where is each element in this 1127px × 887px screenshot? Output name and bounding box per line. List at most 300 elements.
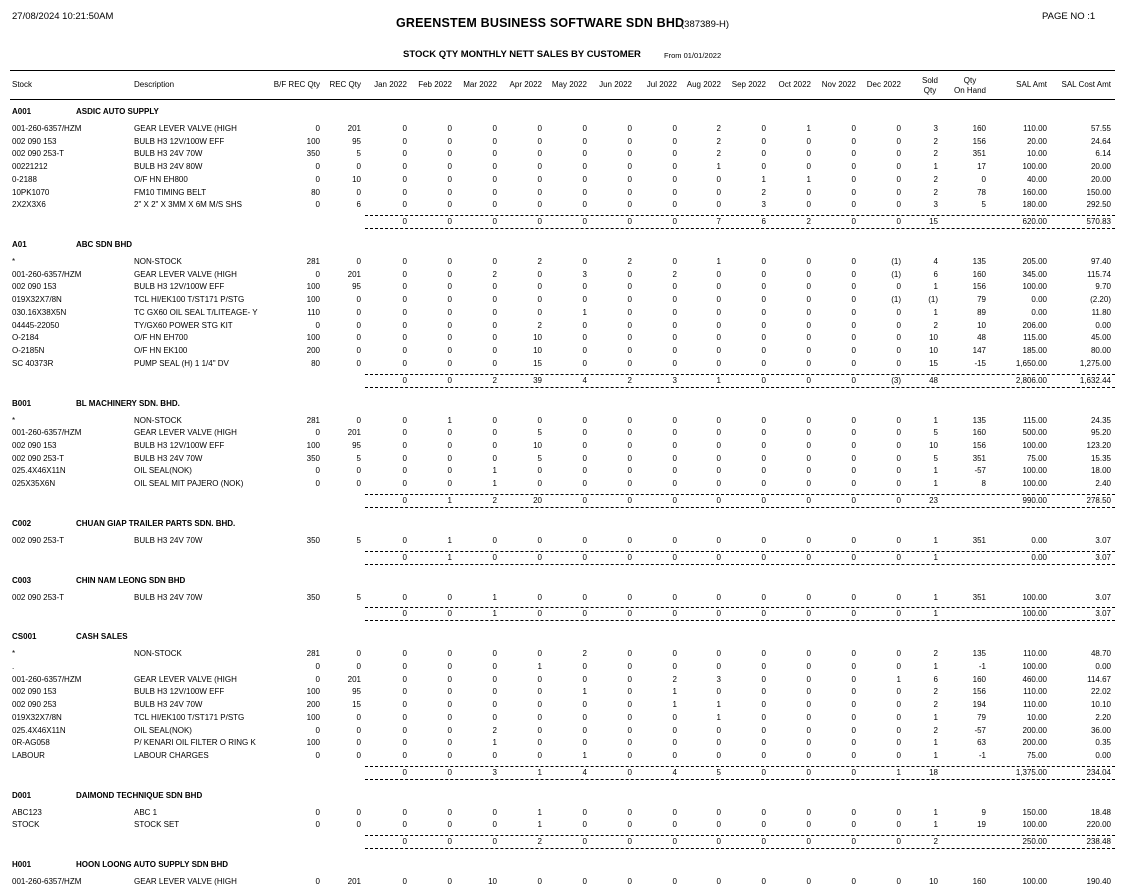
cell-dec: 0	[896, 149, 901, 159]
cell-oct: 0	[806, 428, 811, 438]
cell-jun: 2	[627, 257, 632, 267]
cell-dec: 0	[896, 592, 901, 602]
cell-aug: 0	[716, 820, 721, 830]
cell-apr: 0	[537, 479, 542, 489]
cell-aug: 0	[716, 174, 721, 184]
cell-bf-rec-qty: 0	[315, 479, 320, 489]
cell-oct: 0	[806, 479, 811, 489]
cell-aug: 0	[716, 346, 721, 356]
cell-may: 0	[582, 725, 587, 735]
subtotal-feb: 0	[447, 375, 452, 385]
cell-sep: 0	[761, 257, 766, 267]
cell-dec: 0	[896, 649, 901, 659]
cell-may: 0	[582, 187, 587, 197]
subtotal-jan: 0	[402, 495, 407, 505]
subtotal-sold-qty: 1	[933, 609, 938, 619]
cell-jun: 0	[627, 333, 632, 343]
cell-dec: 0	[896, 136, 901, 146]
cell-oct: 0	[806, 674, 811, 684]
cell-jul: 0	[672, 282, 677, 292]
cell-may: 0	[582, 200, 587, 210]
cell-sal-cost-amt: 115.74	[1087, 269, 1111, 279]
cell-jul: 0	[672, 877, 677, 887]
cell-rec-qty: 0	[356, 187, 361, 197]
subtotal-sal-amt: 100.00	[1022, 609, 1047, 619]
cell-aug: 0	[716, 453, 721, 463]
cell-jul: 0	[672, 807, 677, 817]
cell-nov: 0	[851, 415, 856, 425]
cell-jan: 0	[402, 358, 407, 368]
cell-aug: 0	[716, 320, 721, 330]
cell-oct: 0	[806, 687, 811, 697]
cell-feb: 0	[447, 877, 452, 887]
cell-description: 2" X 2" X 3MM X 6M M/S SHS	[134, 200, 242, 210]
cell-stock: 002 090 153	[12, 136, 57, 146]
cell-sold-qty: 1	[933, 307, 938, 317]
subtotal-mar: 0	[492, 552, 497, 562]
cell-jun: 0	[627, 712, 632, 722]
cell-nov: 0	[851, 295, 856, 305]
cell-qty-on-hand: 89	[977, 307, 986, 317]
cell-qty-on-hand: 194	[972, 700, 986, 710]
cell-jul: 0	[672, 162, 677, 172]
cell-dec: 0	[896, 738, 901, 748]
cell-jan: 0	[402, 687, 407, 697]
cell-qty-on-hand: -15	[974, 358, 986, 368]
cell-dec: 0	[896, 282, 901, 292]
cell-description: BULB H3 24V 70W	[134, 700, 203, 710]
cell-mar: 0	[492, 149, 497, 159]
cell-jul: 0	[672, 415, 677, 425]
cell-description: BULB H3 24V 70W	[134, 149, 203, 159]
cell-may: 0	[582, 700, 587, 710]
cell-feb: 0	[447, 662, 452, 671]
cell-description: GEAR LEVER VALVE (HIGH	[134, 674, 237, 684]
cell-may: 0	[582, 479, 587, 489]
subtotal-oct: 2	[806, 217, 811, 227]
subtotal-apr: 0	[537, 552, 542, 562]
cell-jun: 0	[627, 687, 632, 697]
cell-nov: 0	[851, 535, 856, 545]
cell-jan: 0	[402, 712, 407, 722]
cell-sold-qty: 15	[929, 358, 938, 368]
subtotal-sep: 0	[761, 375, 766, 385]
cell-stock: 001-260-6357/HZM	[12, 269, 82, 279]
cell-sal-amt: 206.00	[1022, 320, 1047, 330]
subtotal-mar: 2	[492, 495, 497, 505]
cell-sal-cost-amt: 97.40	[1090, 257, 1111, 267]
cell-sold-qty: 1	[933, 751, 938, 761]
cell-nov: 0	[851, 712, 856, 722]
cell-bf-rec-qty: 100	[306, 687, 320, 697]
customer-code: H001	[12, 860, 32, 870]
cell-bf-rec-qty: 281	[306, 257, 320, 267]
cell-sep: 0	[761, 428, 766, 438]
cell-oct: 0	[806, 877, 811, 887]
cell-stock: 001-260-6357/HZM	[12, 674, 82, 684]
cell-qty-on-hand: 135	[972, 257, 986, 267]
subtotal-may: 0	[582, 495, 587, 505]
subtotal-aug: 5	[716, 767, 721, 777]
cell-jan: 0	[402, 535, 407, 545]
cell-sold-qty: 1	[933, 466, 938, 476]
cell-nov: 0	[851, 738, 856, 748]
cell-sold-qty: 1	[933, 282, 938, 292]
cell-mar: 0	[492, 712, 497, 722]
cell-sep: 0	[761, 820, 766, 830]
cell-qty-on-hand: 19	[977, 820, 986, 830]
cell-nov: 0	[851, 649, 856, 659]
cell-may: 0	[582, 257, 587, 267]
subtotal-feb: 0	[447, 837, 452, 847]
subtotal-rule	[365, 551, 1115, 565]
cell-sal-cost-amt: 18.48	[1090, 807, 1111, 817]
cell-jul: 0	[672, 124, 677, 133]
cell-stock: 10PK1070	[12, 187, 50, 197]
cell-stock: 001-260-6357/HZM	[12, 428, 82, 438]
cell-rec-qty: 0	[356, 333, 361, 343]
cell-aug: 0	[716, 200, 721, 210]
subtotal-feb: 0	[447, 609, 452, 619]
cell-rec-qty: 0	[356, 257, 361, 267]
cell-sep: 1	[761, 174, 766, 184]
subtotal-jan: 0	[402, 217, 407, 227]
cell-dec: 0	[896, 751, 901, 761]
cell-may: 0	[582, 807, 587, 817]
customer-name: ASDIC AUTO SUPPLY	[76, 107, 159, 116]
col-header-nov: Nov 2022	[821, 80, 856, 89]
cell-nov: 0	[851, 346, 856, 356]
cell-may: 0	[582, 535, 587, 545]
subtotal-sal-amt: 620.00	[1022, 217, 1047, 227]
cell-jun: 0	[627, 453, 632, 463]
cell-feb: 0	[447, 674, 452, 684]
cell-oct: 0	[806, 187, 811, 197]
cell-sep: 0	[761, 535, 766, 545]
cell-sold-qty: 2	[933, 725, 938, 735]
subtotal-sep: 0	[761, 495, 766, 505]
cell-qty-on-hand: 79	[977, 295, 986, 305]
cell-jul: 2	[672, 269, 677, 279]
cell-jul: 1	[672, 687, 677, 697]
cell-aug: 0	[716, 592, 721, 602]
cell-mar: 1	[492, 479, 497, 489]
cell-sal-cost-amt: 18.00	[1090, 466, 1111, 476]
cell-bf-rec-qty: 100	[306, 333, 320, 343]
cell-dec: (1)	[891, 257, 901, 267]
cell-sold-qty: 1	[933, 535, 938, 545]
cell-sold-qty: 1	[933, 807, 938, 817]
cell-stock: 002 090 253-T	[12, 453, 65, 463]
cell-sal-cost-amt: 22.02	[1090, 687, 1111, 697]
cell-description: O/F HN EH700	[134, 333, 188, 343]
cell-may: 0	[582, 466, 587, 476]
subtotal-rule	[365, 835, 1115, 849]
cell-mar: 0	[492, 295, 497, 305]
cell-jun: 0	[627, 307, 632, 317]
cell-oct: 0	[806, 162, 811, 172]
cell-sold-qty: 2	[933, 136, 938, 146]
cell-may: 0	[582, 662, 587, 671]
subtotal-apr: 39	[533, 375, 542, 385]
cell-description: STOCK SET	[134, 820, 180, 830]
cell-stock: 025.4X46X11N	[12, 466, 66, 476]
cell-sal-cost-amt: 36.00	[1090, 725, 1111, 735]
cell-mar: 0	[492, 358, 497, 368]
cell-stock: 00221212	[12, 162, 48, 172]
cell-mar: 0	[492, 807, 497, 817]
cell-sal-amt: 75.00	[1026, 453, 1047, 463]
cell-jul: 0	[672, 479, 677, 489]
cell-sal-cost-amt: 3.07	[1095, 535, 1111, 545]
subtotal-oct: 0	[806, 375, 811, 385]
cell-sep: 0	[761, 346, 766, 356]
cell-sal-amt: 205.00	[1022, 257, 1047, 267]
cell-jan: 0	[402, 346, 407, 356]
cell-jun: 0	[627, 820, 632, 830]
cell-rec-qty: 5	[356, 535, 361, 545]
cell-may: 0	[582, 149, 587, 159]
cell-mar: 1	[492, 466, 497, 476]
col-header-stock: Stock	[12, 80, 33, 89]
cell-sep: 0	[761, 453, 766, 463]
cell-may: 0	[582, 282, 587, 292]
cell-qty-on-hand: 156	[972, 136, 986, 146]
cell-nov: 0	[851, 479, 856, 489]
cell-mar: 0	[492, 200, 497, 210]
cell-description: BULB H3 24V 70W	[134, 453, 203, 463]
cell-aug: 0	[716, 751, 721, 761]
cell-description: TCL HI/EK100 T/ST171 P/STG	[134, 295, 245, 305]
cell-description: NON-STOCK	[134, 415, 182, 425]
cell-qty-on-hand: 147	[972, 346, 986, 356]
customer-name: BL MACHINERY SDN. BHD.	[76, 398, 180, 408]
subtotal-mar: 0	[492, 837, 497, 847]
cell-oct: 0	[806, 346, 811, 356]
cell-sal-cost-amt: 10.10	[1090, 700, 1111, 710]
cell-aug: 2	[716, 149, 721, 159]
subtotal-may: 4	[582, 767, 587, 777]
cell-qty-on-hand: 17	[977, 162, 986, 172]
subtotal-sold-qty: 15	[929, 217, 938, 227]
cell-jun: 0	[627, 725, 632, 735]
subtotal-oct: 0	[806, 767, 811, 777]
cell-bf-rec-qty: 281	[306, 649, 320, 659]
subtotal-jan: 0	[402, 375, 407, 385]
subtotal-oct: 0	[806, 609, 811, 619]
cell-rec-qty: 0	[356, 415, 361, 425]
cell-rec-qty: 0	[356, 358, 361, 368]
cell-sep: 0	[761, 440, 766, 450]
cell-rec-qty: 201	[347, 269, 361, 279]
cell-bf-rec-qty: 100	[306, 738, 320, 748]
cell-aug: 0	[716, 358, 721, 368]
cell-jan: 0	[402, 320, 407, 330]
subtotal-oct: 0	[806, 552, 811, 562]
subtotal-apr: 1	[537, 767, 542, 777]
subtotal-jun: 0	[627, 495, 632, 505]
subtotal-nov: 0	[851, 552, 856, 562]
cell-may: 0	[582, 333, 587, 343]
subtotal-apr: 0	[537, 217, 542, 227]
subtotal-sold-qty: 2	[933, 837, 938, 847]
cell-sal-amt: 180.00	[1022, 200, 1047, 210]
cell-rec-qty: 0	[356, 662, 361, 671]
cell-sal-cost-amt: 15.35	[1090, 453, 1111, 463]
col-header-feb: Feb 2022	[418, 80, 452, 89]
cell-jun: 0	[627, 295, 632, 305]
cell-stock: *	[12, 257, 16, 267]
cell-aug: 0	[716, 662, 721, 671]
cell-description: NON-STOCK	[134, 257, 182, 267]
cell-stock: 0R-AG058	[12, 738, 50, 748]
cell-jul: 0	[672, 649, 677, 659]
subtotal-oct: 0	[806, 495, 811, 505]
cell-jan: 0	[402, 162, 407, 172]
customer-code: C002	[12, 518, 32, 528]
cell-description: OIL SEAL MIT PAJERO (NOK)	[134, 479, 244, 489]
cell-qty-on-hand: 79	[977, 712, 986, 722]
subtotal-jul: 0	[672, 837, 677, 847]
subtotal-rule	[365, 766, 1115, 780]
cell-mar: 0	[492, 440, 497, 450]
cell-rec-qty: 5	[356, 149, 361, 159]
cell-rec-qty: 6	[356, 200, 361, 210]
cell-feb: 0	[447, 346, 452, 356]
cell-rec-qty: 95	[352, 136, 361, 146]
cell-feb: 0	[447, 687, 452, 697]
cell-jan: 0	[402, 187, 407, 197]
cell-jul: 0	[672, 820, 677, 830]
cell-bf-rec-qty: 0	[315, 466, 320, 476]
subtotal-nov: 0	[851, 217, 856, 227]
cell-apr: 15	[533, 358, 542, 368]
cell-may: 1	[582, 751, 587, 761]
cell-oct: 0	[806, 712, 811, 722]
cell-feb: 0	[447, 428, 452, 438]
cell-feb: 0	[447, 751, 452, 761]
cell-jan: 0	[402, 295, 407, 305]
cell-nov: 0	[851, 674, 856, 684]
customer-code: B001	[12, 398, 32, 408]
cell-sold-qty: 10	[929, 440, 938, 450]
cell-apr: 0	[537, 725, 542, 735]
cell-rec-qty: 0	[356, 725, 361, 735]
cell-dec: (1)	[891, 269, 901, 279]
cell-bf-rec-qty: 0	[315, 877, 320, 887]
cell-bf-rec-qty: 80	[311, 358, 320, 368]
cell-sal-cost-amt: 190.40	[1086, 877, 1111, 887]
cell-sal-cost-amt: 20.00	[1090, 162, 1111, 172]
cell-feb: 0	[447, 295, 452, 305]
cell-apr: 10	[533, 440, 542, 450]
subtotal-nov: 0	[851, 609, 856, 619]
col-header-apr: Apr 2022	[509, 80, 542, 89]
cell-feb: 0	[447, 820, 452, 830]
cell-oct: 0	[806, 662, 811, 671]
cell-jun: 0	[627, 162, 632, 172]
cell-nov: 0	[851, 751, 856, 761]
cell-dec: 0	[896, 124, 901, 133]
cell-bf-rec-qty: 0	[315, 124, 320, 133]
cell-sold-qty: 5	[933, 428, 938, 438]
cell-qty-on-hand: 10	[977, 320, 986, 330]
cell-sal-cost-amt: 0.00	[1095, 751, 1111, 761]
subtotal-jun: 0	[627, 767, 632, 777]
cell-bf-rec-qty: 200	[306, 346, 320, 356]
cell-stock: SC 40373R	[12, 358, 54, 368]
cell-mar: 0	[492, 751, 497, 761]
cell-jul: 0	[672, 358, 677, 368]
cell-bf-rec-qty: 110	[307, 307, 320, 317]
cell-oct: 0	[806, 700, 811, 710]
cell-sep: 0	[761, 877, 766, 887]
subtotal-sal-amt: 250.00	[1022, 837, 1047, 847]
cell-mar: 0	[492, 687, 497, 697]
cell-description: LABOUR CHARGES	[134, 751, 209, 761]
cell-may: 0	[582, 136, 587, 146]
cell-apr: 10	[533, 346, 542, 356]
cell-mar: 0	[492, 674, 497, 684]
cell-rec-qty: 0	[356, 807, 361, 817]
cell-may: 0	[582, 415, 587, 425]
cell-description: BULB H3 24V 80W	[134, 162, 203, 172]
cell-stock: 019X32X7/8N	[12, 712, 62, 722]
cell-dec: 0	[896, 807, 901, 817]
cell-sold-qty: (1)	[928, 295, 938, 305]
cell-sal-amt: 150.00	[1022, 807, 1047, 817]
cell-may: 0	[582, 320, 587, 330]
cell-nov: 0	[851, 440, 856, 450]
cell-sep: 0	[761, 466, 766, 476]
cell-jun: 0	[627, 738, 632, 748]
cell-aug: 0	[716, 269, 721, 279]
cell-sep: 0	[761, 124, 766, 133]
cell-sep: 0	[761, 674, 766, 684]
cell-stock: STOCK	[12, 820, 40, 830]
cell-may: 0	[582, 738, 587, 748]
cell-jan: 0	[402, 149, 407, 159]
cell-dec: 0	[896, 358, 901, 368]
cell-feb: 0	[447, 649, 452, 659]
cell-dec: 0	[896, 687, 901, 697]
cell-feb: 0	[447, 700, 452, 710]
cell-stock: O-2184	[12, 333, 39, 343]
cell-nov: 0	[851, 820, 856, 830]
cell-sal-amt: 10.00	[1026, 149, 1047, 159]
subtotal-feb: 0	[447, 767, 452, 777]
cell-apr: 0	[537, 187, 542, 197]
company-reg-no: (387389-H)	[681, 19, 730, 30]
cell-nov: 0	[851, 877, 856, 887]
cell-jan: 0	[402, 662, 407, 671]
subtotal-dec: 1	[896, 767, 901, 777]
cell-sep: 0	[761, 751, 766, 761]
cell-jan: 0	[402, 479, 407, 489]
cell-dec: 0	[896, 700, 901, 710]
cell-sal-amt: 160.00	[1022, 187, 1047, 197]
cell-qty-on-hand: 8	[981, 479, 986, 489]
cell-jul: 0	[672, 149, 677, 159]
subtotal-jun: 2	[627, 375, 632, 385]
cell-sold-qty: 1	[933, 738, 938, 748]
cell-mar: 0	[492, 535, 497, 545]
cell-mar: 0	[492, 174, 497, 184]
cell-oct: 0	[806, 136, 811, 146]
cell-jan: 0	[402, 200, 407, 210]
cell-sal-amt: 100.00	[1022, 662, 1047, 671]
subtotal-sold-qty: 23	[929, 495, 938, 505]
